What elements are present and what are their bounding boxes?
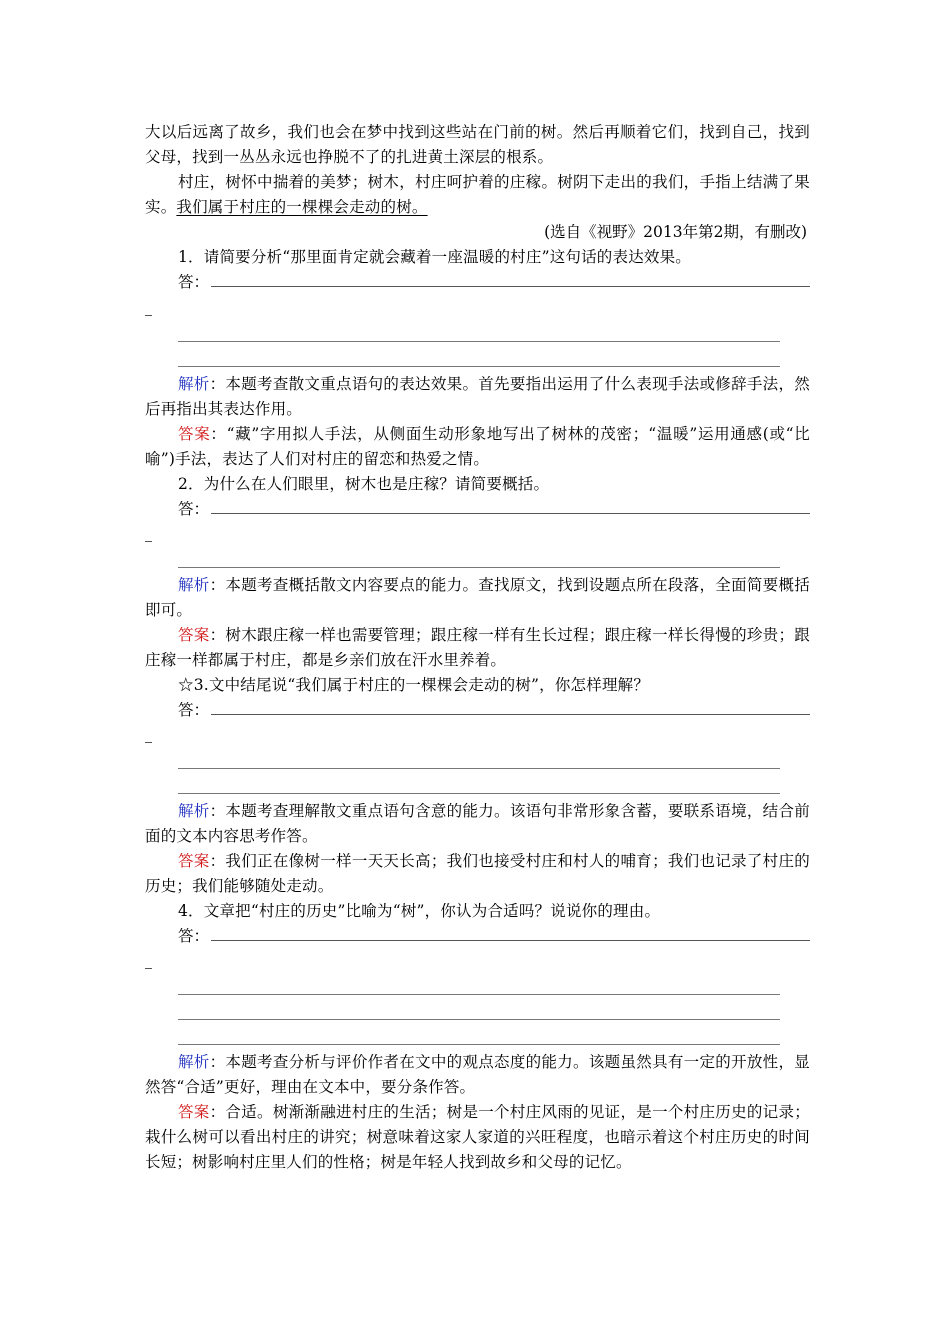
analysis-2 [145, 573, 810, 623]
question-2: 2．为什么在人们眼里，树木也是庄稼？请简要概括。 [178, 475, 550, 493]
underlined-sentence: 我们属于村庄的一棵棵会走动的树。 [176, 198, 428, 216]
analysis-text: ：本题考查概括散文内容要点的能力。查找原文，找到设题点所在段落，全面简要概括即可。 [145, 576, 810, 619]
answer-text: ：“藏”字用拟人手法，从侧面生动形象地写出了树林的茂密；“温暖”运用通感(或“比喻”)手法，表达了人们对村庄的留恋和热爱之情。 [145, 425, 811, 468]
analysis-label: 解析 [178, 576, 210, 594]
answer-line [178, 341, 780, 342]
answer-3 [145, 849, 810, 899]
question-3: ☆3.文中结尾说“我们属于村庄的一棵棵会走动的树”，你怎样理解？ [178, 676, 650, 694]
answer-line [211, 940, 810, 941]
answer-text: ：我们正在像树一样一天天长高；我们也接受村庄和村人的哺育；我们也记录了村庄的历史；我们能够随处走动。 [145, 852, 810, 895]
answer-row-2 [178, 497, 810, 522]
answer-line [211, 714, 810, 715]
line-dash [145, 742, 152, 743]
answer-row-1 [178, 270, 810, 295]
answer-label: 答： [178, 927, 210, 945]
answer-text: ：合适。树渐渐融进村庄的生活；树是一个村庄风雨的见证，是一个村庄历史的记录；栽什么树可以看出村庄的讲究；树意味着这家人家道的兴旺程度，也暗示着这个村庄历史的时间长短；树影响村庄里人们的性格；树是年轻人找到故乡和父母的记忆。 [145, 1103, 810, 1171]
answer-row-4 [178, 924, 810, 949]
line-dash [145, 541, 152, 542]
answer-line [178, 1044, 780, 1045]
analysis-label: 解析 [178, 1053, 210, 1071]
question-4: 4．文章把“村庄的历史”比喻为“树”，你认为合适吗？说说你的理由。 [178, 902, 661, 920]
passage-paragraph-1: 大以后远离了故乡，我们也会在梦中找到这些站在门前的树。然后再顺着它们，找到自己，找到父母，找到一丛丛永远也挣脱不了的扎进黄土深层的根系。 [145, 123, 810, 166]
answer-key-label: 答案 [178, 425, 211, 443]
line-dash [145, 315, 152, 316]
answer-4 [145, 1100, 810, 1175]
analysis-text: ：本题考查分析与评价作者在文中的观点态度的能力。该题虽然具有一定的开放性，显然答“合适”更好，理由在文本中，要分条作答。 [145, 1053, 810, 1096]
passage-text: 村庄，树怀中揣着的美梦；树木，村庄呵护着的庄稼。树阴下走出的我们，手指上结满了果实。 [145, 173, 810, 216]
analysis-4 [145, 1050, 810, 1100]
answer-key-label: 答案 [178, 1103, 210, 1121]
answer-text: ：树木跟庄稼一样也需要管理；跟庄稼一样有生长过程；跟庄稼一样长得慢的珍贵；跟庄稼一样都属于村庄，都是乡亲们放在汗水里养着。 [145, 626, 810, 669]
passage-paragraph-2 [145, 170, 810, 220]
source-citation: (选自《视野》2013年第2期，有删改) [544, 223, 807, 241]
analysis-3 [145, 799, 810, 849]
answer-line [178, 793, 780, 794]
answer-label: 答： [178, 701, 210, 719]
answer-label: 答： [178, 500, 210, 518]
answer-line [211, 513, 810, 514]
answer-1 [145, 422, 810, 472]
analysis-label: 解析 [178, 375, 210, 393]
answer-line [178, 994, 780, 995]
analysis-label: 解析 [178, 802, 210, 820]
answer-line [178, 1019, 780, 1020]
answer-key-label: 答案 [178, 626, 210, 644]
line-dash [145, 968, 152, 969]
analysis-text: ：本题考查散文重点语句的表达效果。首先要指出运用了什么表现手法或修辞手法，然后再指出其表达作用。 [145, 375, 810, 418]
answer-row-3 [178, 698, 810, 723]
answer-line [211, 286, 810, 287]
question-1: 1．请简要分析“那里面肯定就会藏着一座温暖的村庄”这句话的表达效果。 [178, 248, 692, 266]
answer-2 [145, 623, 810, 673]
analysis-1 [145, 372, 810, 422]
analysis-text: ：本题考查理解散文重点语句含意的能力。该语句非常形象含蓄，要联系语境，结合前面的文本内容思考作答。 [145, 802, 810, 845]
answer-line [178, 768, 780, 769]
answer-label: 答： [178, 273, 210, 291]
answer-line [178, 366, 780, 367]
answer-key-label: 答案 [178, 852, 210, 870]
answer-line [178, 567, 780, 568]
